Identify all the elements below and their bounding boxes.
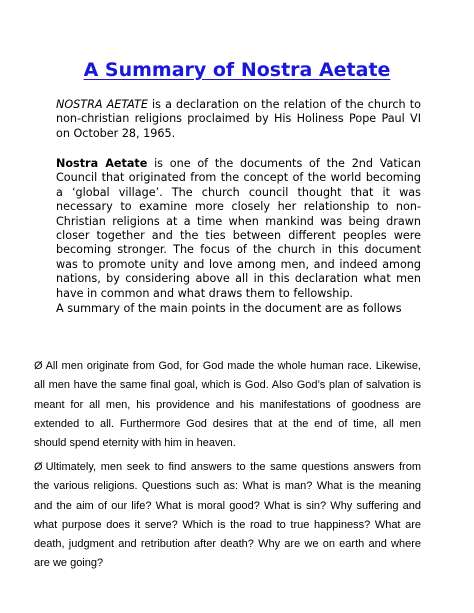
background-lead: Nostra Aetate bbox=[56, 157, 148, 170]
intro-paragraph bbox=[56, 98, 421, 141]
bullet-point-2 bbox=[34, 458, 421, 574]
page-title: A Summary of Nostra Aetate bbox=[83, 59, 391, 81]
bullet-text-1: All men originate from God, for God made the whole human race. Likewise, all men have the same final goal, which is God. Also God’s plan of salvation is meant for all men, his providence and his manifestations of goodness are extended to all. Furthermore God desires that at the end of time, all men should spend eternity with him in heaven. bbox=[34, 360, 421, 450]
background-paragraph bbox=[56, 157, 421, 301]
bullet-text-2: Ultimately, men seek to find answers to the same questions answers from the various religions. Questions such as: What is man? What is the meaning and the aim of our life? What is moral good? What is sin? Why suffering and what purpose does it serve? Which is the road to true happiness? What are death, judgment and retribution after death? Why are we on earth and where are we going? bbox=[34, 461, 421, 570]
bullet-marker-1: Ø bbox=[34, 360, 43, 372]
intro-text: is a declaration on the relation of the church to non-christian religions proclaimed by His Holiness Pope Paul VI on October 28, 1965. bbox=[56, 98, 421, 140]
summary-heading: A summary of the main points in the document are as follows bbox=[56, 302, 402, 315]
bullet-marker-2: Ø bbox=[34, 461, 43, 473]
intro-lead: NOSTRA AETATE bbox=[56, 98, 148, 111]
bullet-point-1 bbox=[34, 357, 421, 453]
background-text: is one of the documents of the 2nd Vatican Council that originated from the concept of the world becoming a ‘global village’. The church council thought that it was necessary to examine more closely her relationship to non-Christian religions at a time when mankind was being drawn closer together and the ties between different peoples were becoming stronger. The focus of the church in this document was to promote unity and love among men, and indeed among nations, by considering above all in this declaration what men have in common and what draws them to fellowship. bbox=[56, 157, 421, 300]
